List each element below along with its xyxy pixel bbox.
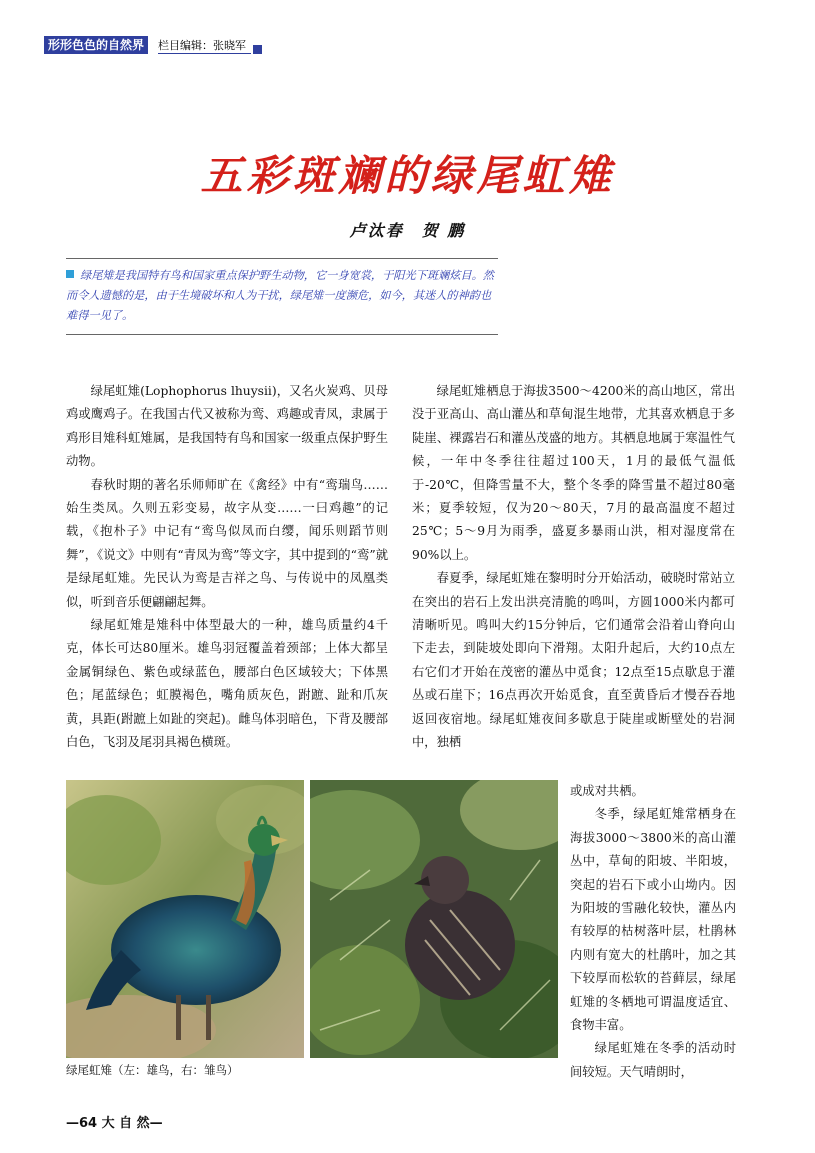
paragraph: 绿尾虹雉栖息于海拔3500～4200米的高山地区，常出没于亚高山、高山灌丛和草甸混生地带，尤其喜欢栖息于多陡崖、裸露岩石和灌丛茂盛的地方。其栖息地属于寒温性气候，一年中冬季往往超过100天，1月的最低气温低于-20℃，但降雪量不大，整个冬季的降雪量不超过80毫米；夏季较短，仅为20～80天，7月的最高温度不超过25℃；5～9月为雨季，盛夏多暴雨山洪，相对湿度常在90%以上。 [412, 384, 735, 562]
left-column [66, 380, 388, 755]
square-bullet-icon [66, 270, 74, 278]
abstract-rule-top [66, 258, 498, 259]
header-square-icon [253, 45, 262, 54]
page-title: 五彩斑斓的绿尾虹雉 [200, 151, 615, 200]
abstract-text: 绿尾雉是我国特有鸟和国家重点保护野生动物，它一身宽裳，于阳光下斑斓炫目。然而令人遗憾的是，由于生境破坏和人为干扰，绿尾雉一度濒危，如今，其迷人的神韵也难得一见了。 [66, 269, 494, 322]
abstract-rule-bottom [66, 334, 498, 335]
paragraph: 春夏季，绿尾虹雉在黎明时分开始活动，破晓时常站立在突出的岩石上发出洪亮清脆的鸣叫，方圆1000米内都可清晰听见。鸣叫大约15分钟后，它们通常会沿着山脊向山下走去，到陡坡处即向下滑翔。太阳升起后，大约10点左右它们才开始在茂密的灌丛中觅食；12点至15点歇息于灌丛或石崖下；16点再次开始觅食，直至黄昏后才慢吞吞地返回夜宿地。绿尾虹雉夜间多歇息于陡崖或断壁处的岩洞中，独栖 [412, 571, 735, 750]
chick-pheasant-photo [310, 780, 558, 1058]
authors: 卢汰春 贺 鹏 [349, 221, 466, 240]
male-pheasant-photo [66, 780, 304, 1058]
right-narrow-column [570, 780, 736, 1084]
paragraph: 春秋时期的著名乐师师旷在《禽经》中有“鸾瑞鸟……始生类凤。久则五彩变易，故字从变……一曰鸡趣”的记载，《抱朴子》中记有“鸾鸟似凤而白缨，闻乐则蹈节则舞”，《说文》中则有“青凤为鸾”等文字，其中提到的“鸾”就是绿尾虹雉。先民认为鸾是吉祥之鸟、与传说中的凤凰类似，听到音乐便翩翩起舞。 [66, 477, 388, 609]
editor-credit: 栏目编辑：张晓军 [158, 39, 246, 52]
header-rule [158, 53, 251, 54]
right-column [412, 380, 735, 755]
paragraph: 绿尾虹雉(Lophophorus lhuysii)，又名火炭鸡、贝母鸡或鹰鸡子。在我国古代又被称为鸾、鸡趣或青凤，隶属于鸡形目雉科虹雉属，是我国特有鸟和国家一级重点保护野生动物。 [66, 384, 388, 469]
abstract [66, 266, 498, 326]
photo-caption: 绿尾虹雉（左：雄鸟，右：雏鸟） [66, 1063, 239, 1077]
paragraph: 绿尾虹雉在冬季的活动时间较短。天气晴朗时， [570, 1041, 736, 1079]
paragraph: 绿尾虹雉是雉科中体型最大的一种，雄鸟质量约4千克，体长可达80厘米。雄鸟羽冠覆盖着颈部；上体大都呈金属铜绿色、紫色或绿蓝色，腰部白色区域较大；下体黑色；尾蓝绿色；虹膜褐色，嘴角质灰色，跗蹠、趾和爪灰黄，具距(跗蹠上如趾的突起)。雌鸟体羽暗色，下背及腰部白色，飞羽及尾羽具褐色横斑。 [66, 618, 388, 750]
paragraph: 冬季，绿尾虹雉常栖身在海拔3000～3800米的高山灌丛中，草甸的阳坡、半阳坡，突起的岩石下或小山坳内。因为阳坡的雪融化较快，灌丛内有较厚的枯树落叶层，杜鹃林内则有宽大的杜鹃叶，加之其下较厚而松软的苔藓层，绿尾虹雉的冬栖地可谓温度适宜、食物丰富。 [570, 807, 736, 1033]
section-tag: 形形色色的自然界 [44, 36, 148, 54]
page-number-footer: —64 大 自 然— [66, 1116, 163, 1131]
paragraph: 或成对共栖。 [570, 784, 644, 798]
